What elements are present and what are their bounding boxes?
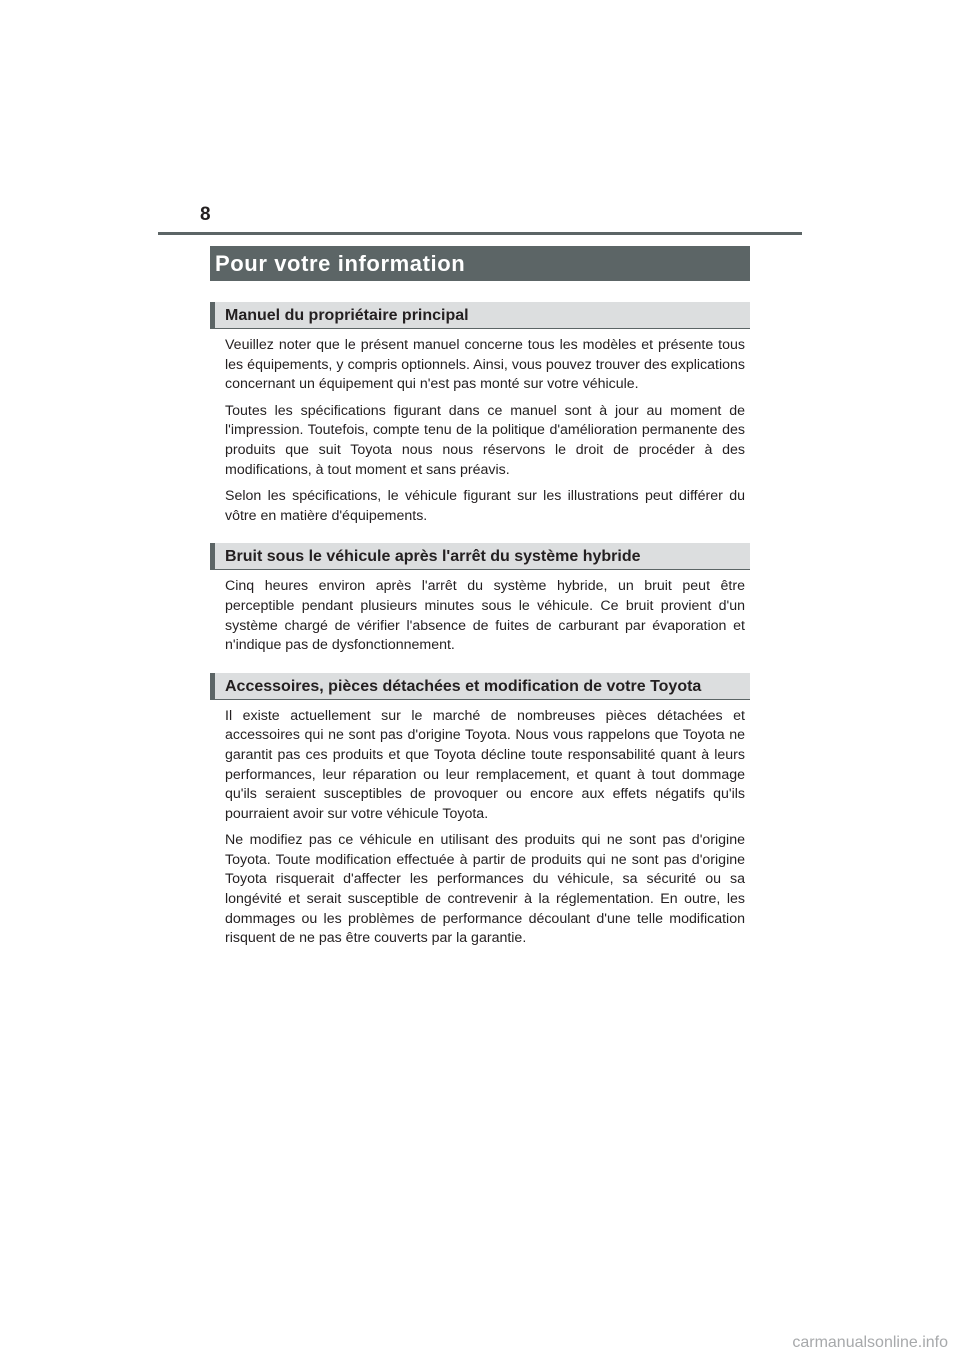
- paragraph: Toutes les spécifications figurant dans ce manuel sont à jour au moment de l'impression. Toutefois, compte tenu de la politique d'amélioration permanente des produits que suit Toyota nous nous réservons le droit de procéder à des modifications, à tout moment et sans préavis.: [225, 402, 745, 478]
- paragraph: Cinq heures environ après l'arrêt du système hybride, un bruit peut être perceptible pendant plusieurs minutes sous le véhicule. Ce bruit provient d'un système chargé de vérifier l'absence de fuites de carburant par évaporation et n'indique pas de dysfonctionnement.: [225, 578, 745, 654]
- watermark: carmanualsonline.info: [792, 1334, 948, 1351]
- section-body: [210, 700, 750, 949]
- page-content: [210, 302, 750, 966]
- section-heading: Manuel du propriétaire principal: [210, 302, 750, 329]
- section-hybrid-noise: [210, 543, 750, 655]
- section-accessories: [210, 673, 750, 949]
- paragraph: Selon les spécifications, le véhicule figurant sur les illustrations peut différer du vôtre en matière d'équipements.: [225, 488, 745, 524]
- page-title: Pour votre information: [210, 246, 750, 281]
- paragraph: Il existe actuellement sur le marché de nombreuses pièces détachées et accessoires qui ne sont pas d'origine Toyota. Nous vous rappelons que Toyota ne garantit pas ces produits et que Toyota décline toute responsabilité quant à leurs performances, leur réparation ou leur remplacement, et quant à tout dommage qu'ils seraient susceptibles de provoquer ou encore aux effets négatifs qu'ils pourraient avoir sur votre véhicule Toyota.: [225, 707, 745, 822]
- section-owners-manual: [210, 302, 750, 526]
- section-body: [210, 570, 750, 655]
- top-rule: [158, 232, 802, 235]
- section-heading: Bruit sous le véhicule après l'arrêt du système hybride: [210, 543, 750, 570]
- section-body: [210, 329, 750, 526]
- section-heading: Accessoires, pièces détachées et modification de votre Toyota: [210, 673, 750, 700]
- paragraph: Veuillez noter que le présent manuel concerne tous les modèles et présente tous les équipements, y compris optionnels. Ainsi, vous pouvez trouver des explications concernant un équipement qui n'est pas monté sur votre véhicule.: [225, 337, 745, 393]
- paragraph: Ne modifiez pas ce véhicule en utilisant des produits qui ne sont pas d'origine Toyota. Toute modification effectuée à partir de produits qui ne sont pas d'origine Toyota risquerait d'affecter les performances du véhicule, sa sécurité ou sa longévité et serait susceptible de contrevenir à la réglementation. En outre, les dommages ou les problèmes de performance découlant d'une telle modification risquent de ne pas être couverts par la garantie.: [225, 832, 745, 947]
- page-number: 8: [200, 204, 211, 225]
